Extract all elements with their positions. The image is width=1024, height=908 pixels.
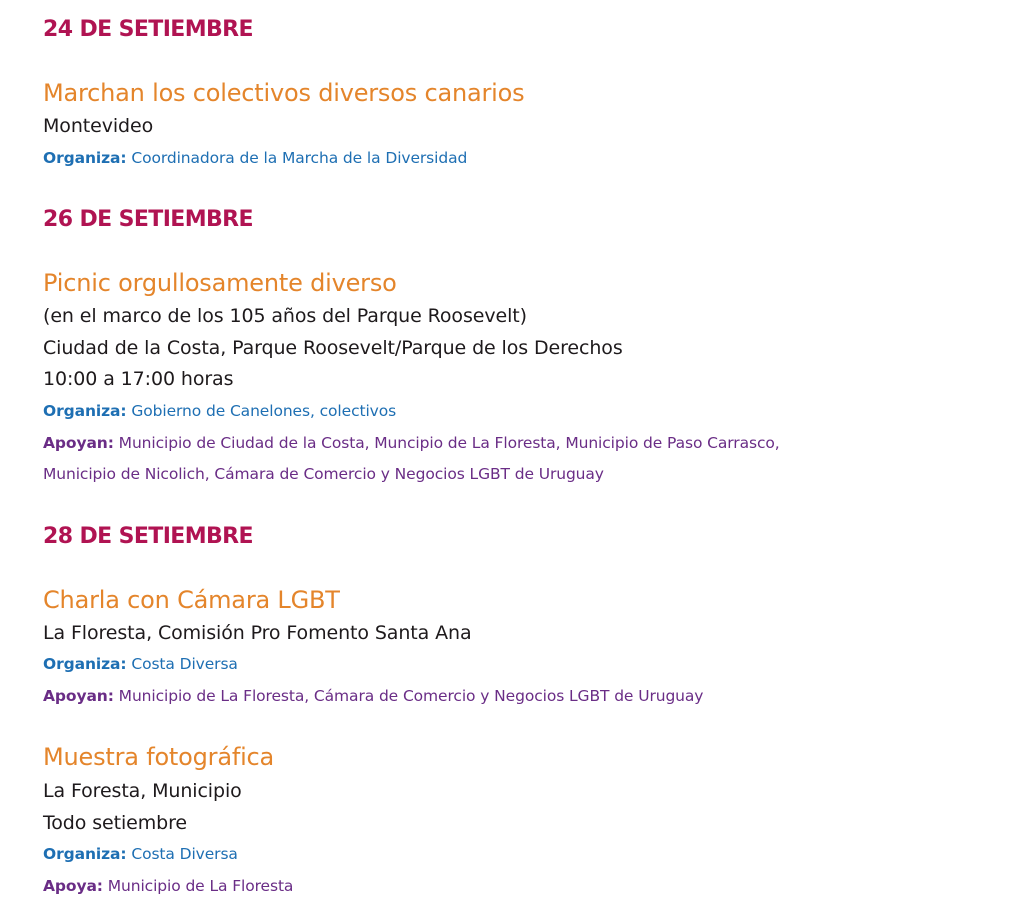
supporters-text: Municipio de La Floresta <box>107 877 294 895</box>
organizer-line <box>43 151 467 167</box>
event-title: Muestra fotográfica <box>43 743 275 771</box>
organizer-text: Costa Diversa <box>131 845 238 863</box>
date-heading: 24 DE SETIEMBRE <box>43 17 253 42</box>
organizer-text: Coordinadora de la Marcha de la Diversidad <box>131 149 468 167</box>
supporters-line-continued: Municipio de Nicolich, Cámara de Comercio y Negocios LGBT de Uruguay <box>43 465 604 483</box>
event-location: La Floresta, Comisión Pro Fomento Santa Ana <box>43 622 472 644</box>
organizer-label: Organiza: <box>43 402 127 420</box>
event-note: (en el marco de los 105 años del Parque Roosevelt) <box>43 305 527 327</box>
organizer-text: Costa Diversa <box>131 655 238 673</box>
supporters-line <box>43 689 703 705</box>
event-title: Charla con Cámara LGBT <box>43 586 340 614</box>
organizer-label: Organiza: <box>43 845 127 863</box>
organizer-text: Gobierno de Canelones, colectivos <box>131 402 397 420</box>
organizer-line <box>43 404 396 420</box>
date-heading: 28 DE SETIEMBRE <box>43 524 253 549</box>
supporters-line <box>43 879 293 895</box>
date-heading: 26 DE SETIEMBRE <box>43 207 253 232</box>
event-title: Picnic orgullosamente diverso <box>43 269 397 297</box>
organizer-line <box>43 847 238 863</box>
supporters-text: Municipio de La Floresta, Cámara de Comercio y Negocios LGBT de Uruguay <box>118 687 704 705</box>
event-time: 10:00 a 17:00 horas <box>43 368 234 390</box>
event-location: Ciudad de la Costa, Parque Roosevelt/Parque de los Derechos <box>43 337 623 359</box>
supporters-label: Apoyan: <box>43 687 114 705</box>
supporters-text: Municipio de Ciudad de la Costa, Muncipio de La Floresta, Municipio de Paso Carrasco, <box>118 434 780 452</box>
supporters-line <box>43 436 780 452</box>
organizer-label: Organiza: <box>43 149 127 167</box>
event-location: La Foresta, Municipio <box>43 780 242 802</box>
event-title: Marchan los colectivos diversos canarios <box>43 79 525 107</box>
event-time: Todo setiembre <box>43 812 187 834</box>
event-location: Montevideo <box>43 115 154 137</box>
supporters-label: Apoya: <box>43 877 103 895</box>
supporters-label: Apoyan: <box>43 434 114 452</box>
organizer-line <box>43 657 238 673</box>
organizer-label: Organiza: <box>43 655 127 673</box>
